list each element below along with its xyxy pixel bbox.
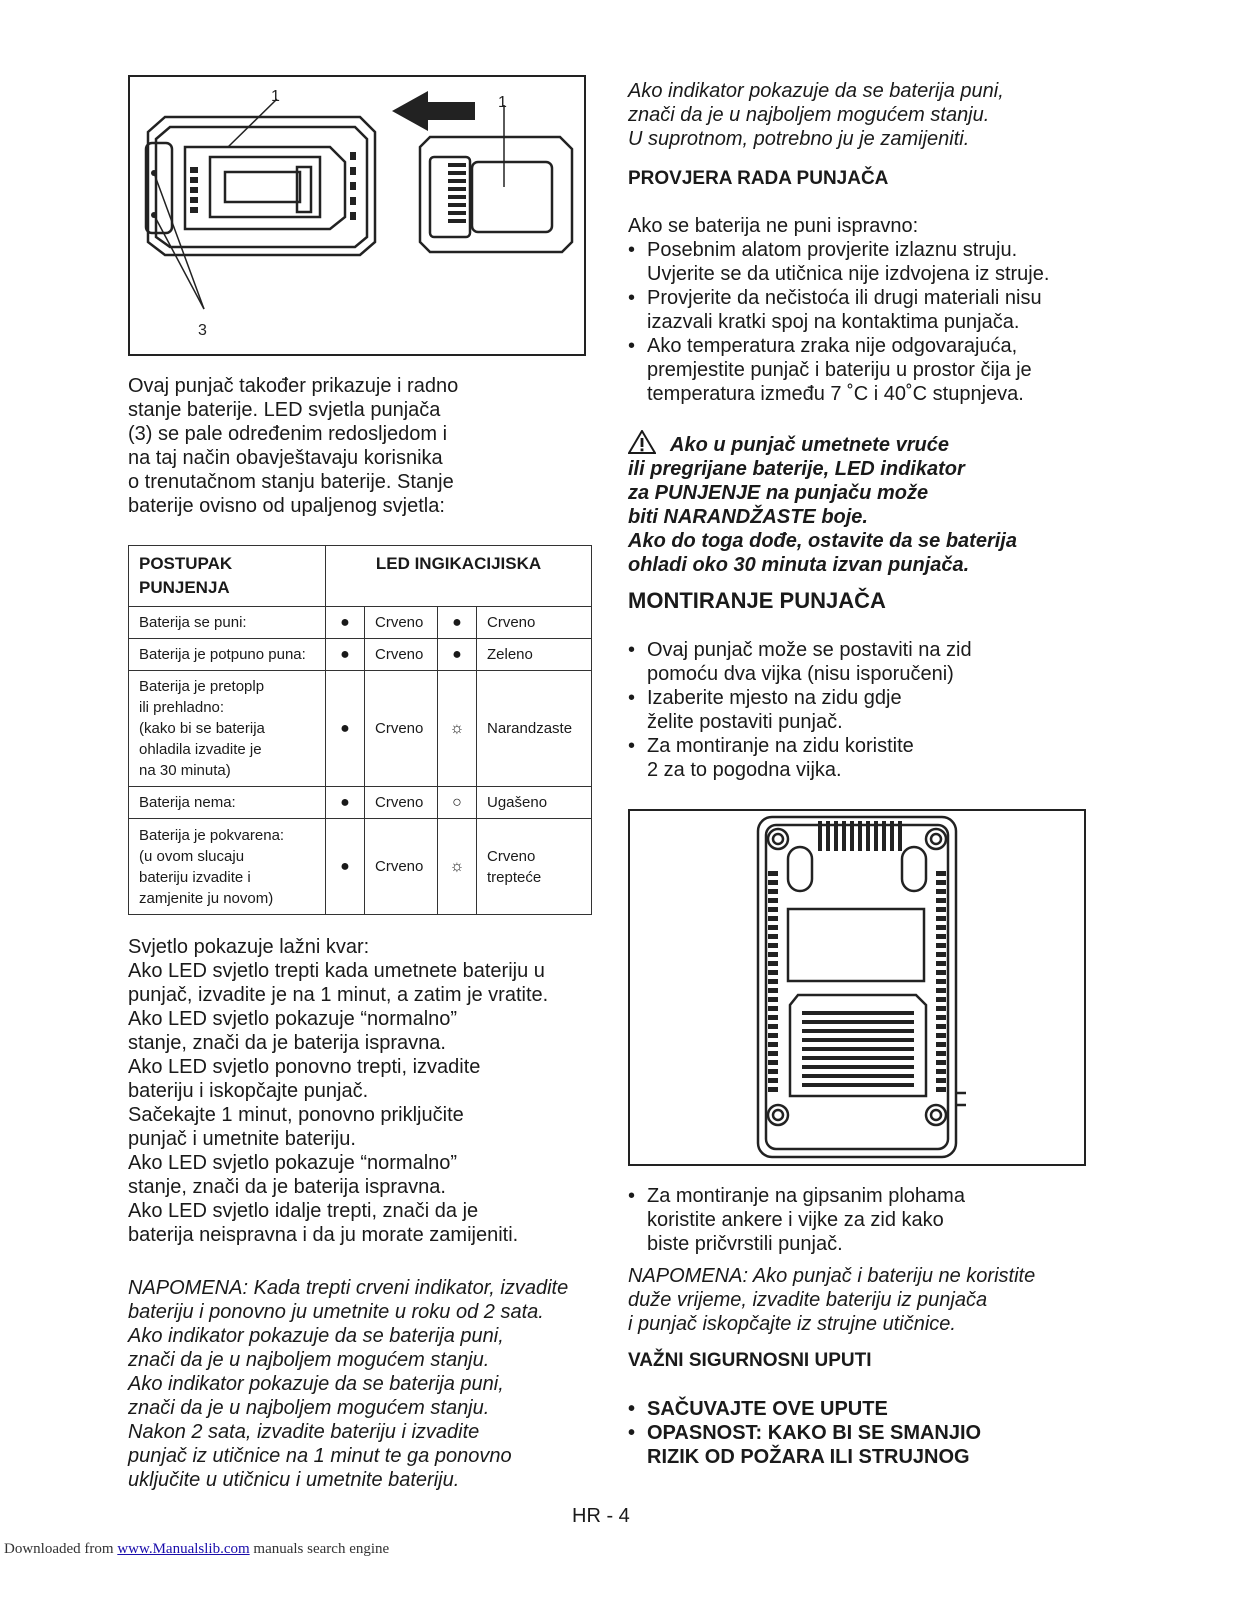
figure-label-1-right: 1	[498, 94, 507, 111]
table-row	[129, 671, 592, 787]
filled-circle-icon: ●	[326, 787, 365, 819]
list-item: • OPASNOST: KAKO BI SE SMANJIO RIZIK OD POŽARA ILI STRUJNOG	[628, 1421, 981, 1469]
gypsum-bullet-list	[628, 1184, 965, 1256]
filled-circle-icon: ●	[326, 607, 365, 639]
status-intro-paragraph: Ovaj punjač također prikazuje i radno stanje baterije. LED svjetla punjača (3) se pale određenim redosljedom i na taj način obavještavaju korisnika o trenutačnom stanju baterije. Stanje baterije ovisno od upaljenog svjetla:	[128, 375, 459, 517]
led-color-2: Crveno	[477, 607, 592, 639]
filled-circle-icon: ●	[326, 671, 365, 787]
led-color-1: Crveno	[365, 671, 438, 787]
filled-circle-icon: ●	[326, 639, 365, 671]
check-charger-heading: PROVJERA RADA PUNJAČA	[628, 168, 889, 189]
left-note-paragraph: NAPOMENA: Kada trepti crveni indikator, izvadite bateriju i ponovno ju umetnite u roku od 2 sata. Ako indikator pokazuje da se baterija puni, znači da je u najboljem mogućem stanju. Ako indikator pokazuje da se baterija puni, znači da je u najboljem mogućem stanju. Nakon 2 sata, izvadite bateriju i izvadite punjač iz utičnice na 1 minut te ga ponovno uključite u utičnicu i umetnite bateriju.	[128, 1277, 569, 1491]
led-color-1: Crveno	[365, 639, 438, 671]
led-color-1: Crveno	[365, 607, 438, 639]
table-row	[129, 787, 592, 819]
list-item: • Za montiranje na zidu koristite 2 za to pogodna vijka.	[628, 734, 972, 782]
led-color-2: Zeleno	[477, 639, 592, 671]
table-row	[129, 607, 592, 639]
manualslib-link[interactable]: www.Manualslib.com	[117, 1541, 250, 1557]
blinking-light-icon: ☼	[438, 819, 477, 915]
check-bullet-list	[628, 238, 1049, 406]
blinking-light-icon: ☼	[438, 671, 477, 787]
table-header-led: LED INGIKACIJISKA	[326, 546, 592, 607]
charger-bottom-illustration	[630, 811, 1084, 1164]
download-footer: Downloaded from www.Manualslib.com manuals search engine	[4, 1541, 390, 1557]
table-row	[129, 639, 592, 671]
list-item: • Ovaj punjač može se postaviti na zid pomoću dva vijka (nisu isporučeni)	[628, 638, 972, 686]
insert-direction-arrow-icon	[392, 91, 475, 131]
figure-label-3: 3	[198, 322, 207, 339]
filled-circle-icon: ●	[438, 639, 477, 671]
list-item: • Izaberite mjesto na zidu gdje želite postaviti punjač.	[628, 686, 972, 734]
row-status-label: Baterija je pretoplp ili prehladno: (kako bi se baterija ohladila izvadite je na 30 minuta)	[129, 671, 326, 787]
warning-triangle-icon	[628, 430, 656, 454]
led-indicator-table	[128, 545, 592, 915]
right-top-italic-paragraph: Ako indikator pokazuje da se baterija puni, znači da je u najboljem mogućem stanju. U suprotnom, potrebno ju je zamijeniti.	[628, 80, 1004, 150]
empty-circle-icon: ○	[438, 787, 477, 819]
table-row	[129, 819, 592, 915]
charger-bottom-figure	[628, 809, 1086, 1166]
right-note-paragraph: NAPOMENA: Ako punjač i bateriju ne koristite duže vrijeme, izvadite bateriju iz punjača i punjač iskopčajte iz strujne utičnice.	[628, 1265, 1036, 1335]
safety-heading: VAŽNI SIGURNOSNI UPUTI	[628, 1350, 872, 1371]
mounting-bullet-list	[628, 638, 972, 782]
led-color-2: Crveno trepteće	[477, 819, 592, 915]
safety-bullet-list	[628, 1397, 981, 1469]
list-item: • Provjerite da nečistoća ili drugi materiali nisu izazvali kratki spoj na kontaktima punjača.	[628, 286, 1049, 334]
filled-circle-icon: ●	[326, 819, 365, 915]
row-status-label: Baterija nema:	[129, 787, 326, 819]
row-status-label: Baterija je pokvarena: (u ovom slucaju bateriju izvadite i zamjenite ju novom)	[129, 819, 326, 915]
led-color-2: Ugašeno	[477, 787, 592, 819]
list-item: • Za montiranje na gipsanim plohama koristite ankere i vijke za zid kako biste pričvrstili punjač.	[628, 1184, 965, 1256]
hot-battery-warning: Ako u punjač umetnete vruće ili pregrijane baterije, LED indikator za PUNJENJE na punjaču može biti NARANDŽASTE boje. Ako do toga dođe, ostavite da se baterija ohladi oko 30 minuta izvan punjača.	[628, 430, 1017, 577]
table-header-row	[129, 546, 592, 607]
list-item: • Posebnim alatom provjerite izlaznu struju. Uvjerite se da utičnica nije izdvojena iz struje.	[628, 238, 1049, 286]
table-header-procedure: POSTUPAK PUNJENJA	[129, 546, 326, 607]
led-color-1: Crveno	[365, 819, 438, 915]
mounting-heading: MONTIRANJE PUNJAČA	[628, 588, 886, 613]
row-status-label: Baterija je potpuno puna:	[129, 639, 326, 671]
charger-battery-figure	[128, 75, 586, 356]
filled-circle-icon: ●	[438, 607, 477, 639]
led-color-1: Crveno	[365, 787, 438, 819]
list-item: • Ako temperatura zraka nije odgovarajuća, premjestite punjač i bateriju u prostor čija je temperatura između 7 ˚C i 40˚C stupnjeva.	[628, 334, 1049, 406]
list-item: • SAČUVAJTE OVE UPUTE	[628, 1397, 981, 1421]
led-color-2: Narandzaste	[477, 671, 592, 787]
check-intro-text: Ako se baterija ne puni ispravno:	[628, 215, 919, 237]
figure-label-1-left: 1	[271, 88, 280, 105]
charger-battery-illustration	[130, 77, 584, 354]
row-status-label: Baterija se puni:	[129, 607, 326, 639]
false-fault-paragraph: Svjetlo pokazuje lažni kvar: Ako LED svjetlo trepti kada umetnete bateriju u punjač, izvadite je na 1 minut, a zatim je vratite. Ako LED svjetlo pokazuje “normalno” stanje, znači da je baterija ispravna. Ako LED svjetlo ponovno trepti, izvadite bateriju i iskopčajte punjač. Sačekajte 1 minut, ponovno priključite punjač i umetnite bateriju. Ako LED svjetlo pokazuje “normalno” stanje, znači da je baterija ispravna. Ako LED svjetlo idalje trepti, znači da je baterija neispravna i da ju morate zamijeniti.	[128, 936, 549, 1246]
page-number: HR - 4	[572, 1505, 630, 1527]
